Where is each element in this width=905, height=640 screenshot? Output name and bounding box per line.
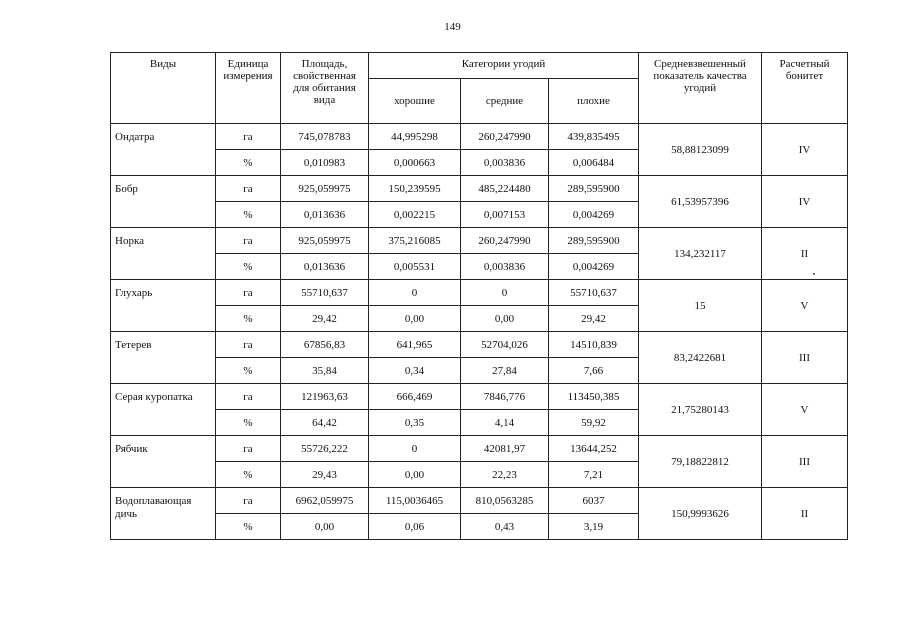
table-row: [111, 384, 848, 410]
cell-ha-medium: 52704,026: [461, 332, 549, 358]
cell-ha-unit: га: [216, 332, 281, 358]
cell-ha-area: 67856,83: [281, 332, 369, 358]
header-area: Площадь, свойственная для обитания вида: [281, 53, 369, 124]
table-row: [111, 124, 848, 150]
cell-ha-unit: га: [216, 176, 281, 202]
cell-ha-good: 641,965: [369, 332, 461, 358]
cell-pct-unit: %: [216, 150, 281, 176]
cell-pct-unit: %: [216, 358, 281, 384]
header-good: хорошие: [369, 79, 461, 124]
cell-ha-unit: га: [216, 436, 281, 462]
bonitet-value: V: [762, 384, 848, 436]
cell-ha-medium: 42081,97: [461, 436, 549, 462]
table-body: [111, 124, 848, 540]
cell-pct-unit: %: [216, 202, 281, 228]
cell-ha-unit: га: [216, 384, 281, 410]
cell-pct-area: 0,010983: [281, 150, 369, 176]
table-row: [111, 488, 848, 514]
cell-pct-unit: %: [216, 410, 281, 436]
header-unit: Единица измерения: [216, 53, 281, 124]
cell-pct-medium: 4,14: [461, 410, 549, 436]
cell-pct-good: 0,00: [369, 462, 461, 488]
species-name: Глухарь: [111, 280, 216, 332]
table-row: [111, 280, 848, 306]
cell-ha-poor: 6037: [549, 488, 639, 514]
table-row: [111, 332, 848, 358]
cell-pct-good: 0,005531: [369, 254, 461, 280]
cell-ha-medium: 810,0563285: [461, 488, 549, 514]
bonitet-value: II: [762, 228, 848, 280]
cell-pct-good: 0,35: [369, 410, 461, 436]
cell-pct-good: 0,002215: [369, 202, 461, 228]
header-medium: средние: [461, 79, 549, 124]
quality-value: 83,2422681: [639, 332, 762, 384]
cell-ha-poor: 13644,252: [549, 436, 639, 462]
cell-pct-area: 29,42: [281, 306, 369, 332]
header-quality: Средневзвешенный показатель качества угодий: [639, 53, 762, 124]
habitat-quality-table: [110, 52, 848, 540]
header-species: Виды: [111, 53, 216, 124]
cell-ha-area: 55710,637: [281, 280, 369, 306]
cell-pct-poor: 3,19: [549, 514, 639, 540]
cell-pct-medium: 0,43: [461, 514, 549, 540]
cell-pct-medium: 0,003836: [461, 150, 549, 176]
cell-pct-area: 29,43: [281, 462, 369, 488]
cell-pct-medium: 22,23: [461, 462, 549, 488]
cell-ha-good: 0: [369, 436, 461, 462]
species-name: Тетерев: [111, 332, 216, 384]
table-row: [111, 436, 848, 462]
cell-pct-unit: %: [216, 306, 281, 332]
cell-ha-unit: га: [216, 228, 281, 254]
bonitet-value: III: [762, 436, 848, 488]
header-categories: Категории угодий: [369, 53, 639, 79]
cell-ha-unit: га: [216, 124, 281, 150]
species-name: Бобр: [111, 176, 216, 228]
cell-ha-medium: 260,247990: [461, 124, 549, 150]
quality-value: 79,18822812: [639, 436, 762, 488]
stray-dot: [813, 273, 815, 275]
header-bonitet: Расчетный бонитет: [762, 53, 848, 124]
cell-pct-medium: 0,007153: [461, 202, 549, 228]
cell-ha-good: 44,995298: [369, 124, 461, 150]
cell-ha-area: 745,078783: [281, 124, 369, 150]
cell-ha-poor: 14510,839: [549, 332, 639, 358]
species-name: Водоплавающая дичь: [111, 488, 216, 540]
cell-pct-poor: 7,66: [549, 358, 639, 384]
cell-ha-poor: 113450,385: [549, 384, 639, 410]
bonitet-value: III: [762, 332, 848, 384]
cell-ha-area: 55726,222: [281, 436, 369, 462]
cell-ha-medium: 0: [461, 280, 549, 306]
cell-pct-good: 0,000663: [369, 150, 461, 176]
cell-pct-poor: 59,92: [549, 410, 639, 436]
bonitet-value: IV: [762, 124, 848, 176]
cell-pct-area: 35,84: [281, 358, 369, 384]
table-row: [111, 228, 848, 254]
quality-value: 58,88123099: [639, 124, 762, 176]
species-name: Рябчик: [111, 436, 216, 488]
table-row: [111, 176, 848, 202]
cell-pct-poor: 0,006484: [549, 150, 639, 176]
bonitet-value: II: [762, 488, 848, 540]
cell-pct-medium: 27,84: [461, 358, 549, 384]
quality-value: 134,232117: [639, 228, 762, 280]
cell-ha-good: 666,469: [369, 384, 461, 410]
cell-ha-good: 0: [369, 280, 461, 306]
cell-ha-poor: 289,595900: [549, 228, 639, 254]
table-header: [111, 53, 848, 124]
cell-ha-good: 375,216085: [369, 228, 461, 254]
cell-pct-area: 64,42: [281, 410, 369, 436]
cell-ha-medium: 485,224480: [461, 176, 549, 202]
quality-value: 150,9993626: [639, 488, 762, 540]
cell-pct-unit: %: [216, 514, 281, 540]
cell-pct-medium: 0,00: [461, 306, 549, 332]
cell-ha-medium: 7846,776: [461, 384, 549, 410]
species-name: Норка: [111, 228, 216, 280]
species-name: Ондатра: [111, 124, 216, 176]
page-number: 149: [444, 21, 461, 33]
cell-ha-poor: 439,835495: [549, 124, 639, 150]
bonitet-value: IV: [762, 176, 848, 228]
cell-pct-area: 0,013636: [281, 202, 369, 228]
cell-ha-unit: га: [216, 488, 281, 514]
cell-pct-good: 0,06: [369, 514, 461, 540]
quality-value: 61,53957396: [639, 176, 762, 228]
cell-pct-area: 0,00: [281, 514, 369, 540]
cell-ha-good: 150,239595: [369, 176, 461, 202]
cell-pct-poor: 29,42: [549, 306, 639, 332]
cell-ha-area: 121963,63: [281, 384, 369, 410]
header-poor: плохие: [549, 79, 639, 124]
species-name: Серая куропатка: [111, 384, 216, 436]
cell-pct-unit: %: [216, 462, 281, 488]
cell-ha-medium: 260,247990: [461, 228, 549, 254]
cell-ha-poor: 55710,637: [549, 280, 639, 306]
quality-value: 15: [639, 280, 762, 332]
cell-ha-area: 6962,059975: [281, 488, 369, 514]
cell-ha-poor: 289,595900: [549, 176, 639, 202]
cell-ha-unit: га: [216, 280, 281, 306]
cell-pct-unit: %: [216, 254, 281, 280]
cell-ha-area: 925,059975: [281, 176, 369, 202]
cell-pct-good: 0,00: [369, 306, 461, 332]
cell-pct-poor: 0,004269: [549, 254, 639, 280]
cell-ha-good: 115,0036465: [369, 488, 461, 514]
cell-pct-poor: 0,004269: [549, 202, 639, 228]
cell-pct-good: 0,34: [369, 358, 461, 384]
bonitet-value: V: [762, 280, 848, 332]
cell-ha-area: 925,059975: [281, 228, 369, 254]
cell-pct-medium: 0,003836: [461, 254, 549, 280]
cell-pct-area: 0,013636: [281, 254, 369, 280]
quality-value: 21,75280143: [639, 384, 762, 436]
cell-pct-poor: 7,21: [549, 462, 639, 488]
